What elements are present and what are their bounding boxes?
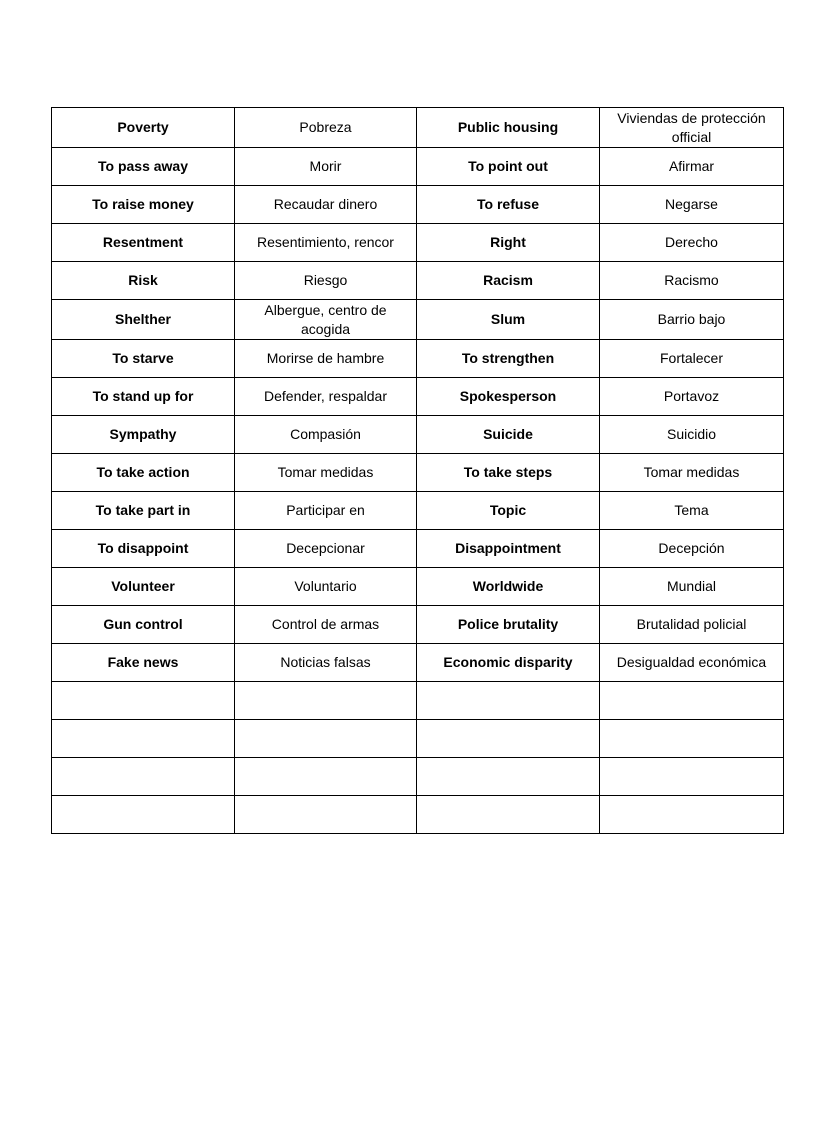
spanish-translation: Decepcionar [235, 530, 417, 568]
english-term: To take part in [52, 492, 235, 530]
vocabulary-table-body [52, 108, 784, 834]
spanish-translation: Pobreza [235, 108, 417, 148]
table-row [52, 262, 784, 300]
empty-cell [52, 682, 235, 720]
table-row [52, 644, 784, 682]
spanish-translation: Viviendas de protección official [600, 108, 784, 148]
english-term: Disappointment [417, 530, 600, 568]
english-term: Suicide [417, 416, 600, 454]
english-term: Sympathy [52, 416, 235, 454]
english-term: To raise money [52, 186, 235, 224]
spanish-translation: Noticias falsas [235, 644, 417, 682]
table-row [52, 224, 784, 262]
empty-cell [600, 682, 784, 720]
spanish-translation: Portavoz [600, 378, 784, 416]
spanish-translation: Derecho [600, 224, 784, 262]
table-row [52, 606, 784, 644]
spanish-translation: Mundial [600, 568, 784, 606]
spanish-translation: Recaudar dinero [235, 186, 417, 224]
spanish-translation: Participar en [235, 492, 417, 530]
table-row [52, 416, 784, 454]
english-term: To disappoint [52, 530, 235, 568]
english-term: Right [417, 224, 600, 262]
empty-cell [52, 720, 235, 758]
spanish-translation: Desigualdad económica [600, 644, 784, 682]
table-row [52, 186, 784, 224]
spanish-translation: Racismo [600, 262, 784, 300]
english-term: To refuse [417, 186, 600, 224]
english-term: Economic disparity [417, 644, 600, 682]
spanish-translation: Control de armas [235, 606, 417, 644]
empty-cell [52, 796, 235, 834]
empty-cell [600, 796, 784, 834]
vocabulary-table [51, 107, 784, 834]
table-row [52, 300, 784, 340]
spanish-translation: Suicidio [600, 416, 784, 454]
english-term: Topic [417, 492, 600, 530]
english-term: Slum [417, 300, 600, 340]
spanish-translation: Tomar medidas [600, 454, 784, 492]
spanish-translation: Albergue, centro de acogida [235, 300, 417, 340]
spanish-translation: Riesgo [235, 262, 417, 300]
empty-cell [235, 682, 417, 720]
table-row [52, 568, 784, 606]
english-term: To take action [52, 454, 235, 492]
english-term: To stand up for [52, 378, 235, 416]
spanish-translation: Morirse de hambre [235, 340, 417, 378]
empty-cell [417, 720, 600, 758]
table-row [52, 340, 784, 378]
spanish-translation: Afirmar [600, 148, 784, 186]
empty-cell [417, 796, 600, 834]
table-row-empty [52, 758, 784, 796]
table-row [52, 148, 784, 186]
spanish-translation: Tema [600, 492, 784, 530]
empty-cell [235, 796, 417, 834]
english-term: Racism [417, 262, 600, 300]
english-term: Shelther [52, 300, 235, 340]
table-row [52, 492, 784, 530]
english-term: Volunteer [52, 568, 235, 606]
spanish-translation: Resentimiento, rencor [235, 224, 417, 262]
english-term: Public housing [417, 108, 600, 148]
empty-cell [417, 682, 600, 720]
english-term: To point out [417, 148, 600, 186]
table-row-empty [52, 720, 784, 758]
english-term: Spokesperson [417, 378, 600, 416]
english-term: To pass away [52, 148, 235, 186]
spanish-translation: Compasión [235, 416, 417, 454]
empty-cell [600, 758, 784, 796]
english-term: Worldwide [417, 568, 600, 606]
english-term: Police brutality [417, 606, 600, 644]
english-term: Gun control [52, 606, 235, 644]
spanish-translation: Defender, respaldar [235, 378, 417, 416]
table-row-empty [52, 796, 784, 834]
spanish-translation: Fortalecer [600, 340, 784, 378]
spanish-translation: Tomar medidas [235, 454, 417, 492]
spanish-translation: Morir [235, 148, 417, 186]
english-term: Resentment [52, 224, 235, 262]
spanish-translation: Barrio bajo [600, 300, 784, 340]
english-term: To strengthen [417, 340, 600, 378]
empty-cell [600, 720, 784, 758]
english-term: To take steps [417, 454, 600, 492]
english-term: Fake news [52, 644, 235, 682]
spanish-translation: Brutalidad policial [600, 606, 784, 644]
table-row [52, 454, 784, 492]
spanish-translation: Negarse [600, 186, 784, 224]
english-term: To starve [52, 340, 235, 378]
empty-cell [417, 758, 600, 796]
table-row [52, 378, 784, 416]
spanish-translation: Decepción [600, 530, 784, 568]
english-term: Risk [52, 262, 235, 300]
english-term: Poverty [52, 108, 235, 148]
table-row [52, 108, 784, 148]
table-row [52, 530, 784, 568]
empty-cell [235, 720, 417, 758]
empty-cell [52, 758, 235, 796]
spanish-translation: Voluntario [235, 568, 417, 606]
empty-cell [235, 758, 417, 796]
table-row-empty [52, 682, 784, 720]
